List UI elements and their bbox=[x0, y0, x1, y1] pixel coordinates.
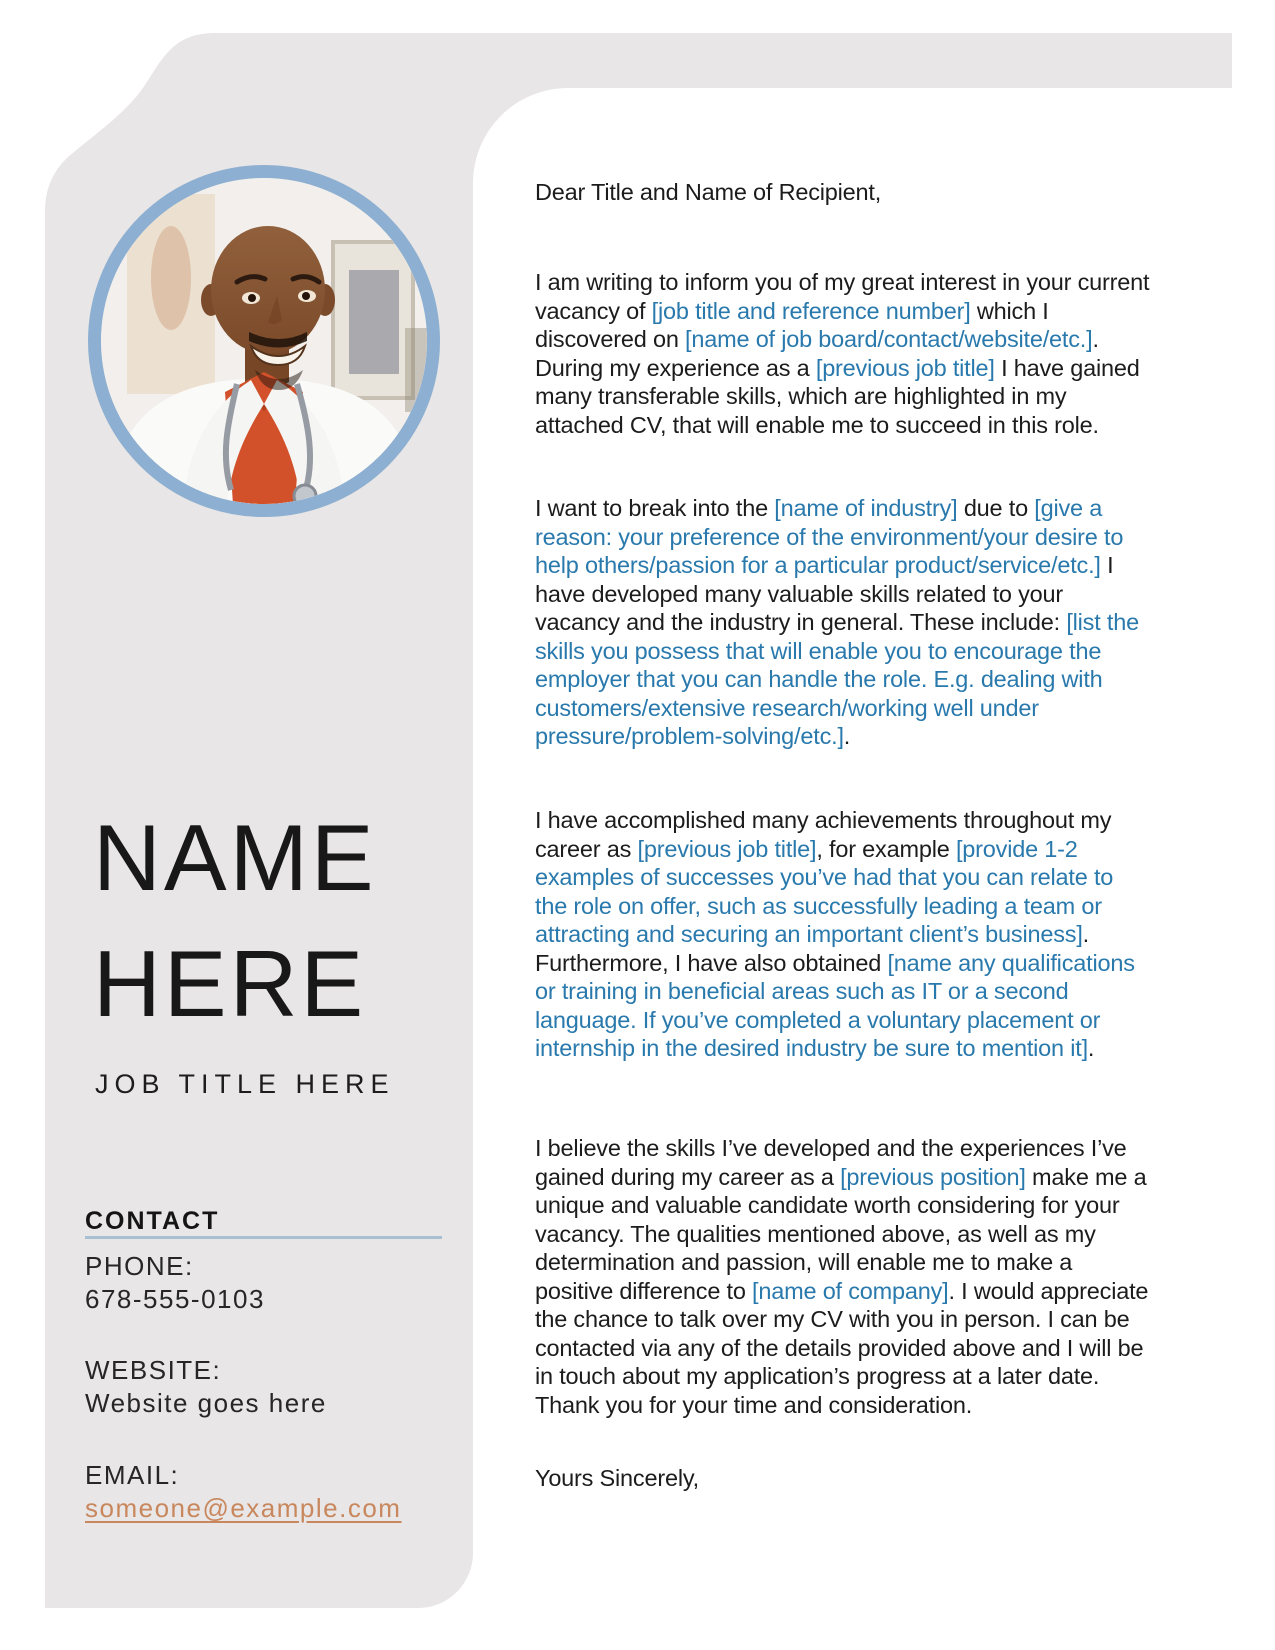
contact-entry-email bbox=[85, 1459, 401, 1525]
letter-closing: Yours Sincerely, bbox=[535, 1465, 699, 1491]
letter-text: . During my experience as a bbox=[535, 326, 1099, 381]
placeholder-text: [name of job board/contact/website/etc.] bbox=[685, 326, 1093, 352]
candidate-name bbox=[93, 795, 377, 1047]
letter-text: which I discovered on bbox=[535, 297, 1049, 352]
phone-value: 678-555-0103 bbox=[85, 1284, 265, 1314]
placeholder-text: [previous position] bbox=[840, 1163, 1026, 1190]
placeholder-text: [previous job title] bbox=[815, 354, 995, 381]
placeholder-text: [provide 1-2 examples of successes you’ve had that you can relate to the role on offer, such as successfully leading a team or attracting and securing an important client’s business] bbox=[535, 835, 1114, 947]
email-link[interactable]: someone@example.com bbox=[85, 1493, 402, 1523]
letter-text: . Furthermore, I have also obtained bbox=[535, 921, 1089, 976]
contact-divider bbox=[85, 1236, 442, 1239]
placeholder-text: [give a reason: your preference of the environment/your desire to help others/passion for a particular product/service/etc.] bbox=[535, 495, 1124, 578]
doctor-portrait-illustration bbox=[101, 178, 427, 504]
placeholder-text: [job title and reference number] bbox=[651, 297, 971, 324]
placeholder-text: [name of industry] bbox=[774, 495, 958, 521]
email-label: EMAIL: bbox=[85, 1460, 180, 1490]
contact-entry-phone bbox=[85, 1250, 265, 1316]
letter-paragraph bbox=[535, 1134, 1151, 1419]
job-title: JOB TITLE HERE bbox=[95, 1069, 395, 1099]
candidate-name-line2: HERE bbox=[93, 931, 367, 1036]
contact-heading: CONTACT bbox=[85, 1207, 220, 1235]
letter-text: due to bbox=[957, 495, 1035, 521]
letter-text: . I would appreciate the chance to talk over my CV with you in person. I can be contacted via any of the details provided above and I will be in touch about my application’s progress at a later date. Thank you for your time and consideration. bbox=[535, 1277, 1149, 1418]
letter-text: I am writing to inform you of my great interest in your current vacancy of bbox=[535, 269, 1150, 324]
letter-body bbox=[535, 0, 1151, 1650]
contact-entry-website bbox=[85, 1354, 327, 1420]
letter-text: make me a unique and valuable candidate worth considering for your vacancy. The qualities mentioned above, as well as my determination and passion, will enable me to make a positive difference to bbox=[535, 1163, 1147, 1304]
letter-paragraph bbox=[535, 268, 1151, 439]
letter-salutation: Dear Title and Name of Recipient, bbox=[535, 179, 882, 205]
letter-text: I have accomplished many achievements throughout my career as bbox=[535, 807, 1112, 862]
letter-text: , for example bbox=[816, 835, 956, 862]
letter-paragraph bbox=[535, 494, 1151, 751]
website-value: Website goes here bbox=[85, 1388, 327, 1418]
letter-paragraph bbox=[535, 806, 1151, 1063]
candidate-name-line1: NAME bbox=[93, 805, 377, 910]
phone-label: PHONE: bbox=[85, 1251, 194, 1281]
letter-text: I believe the skills I’ve developed and the experiences I’ve gained during my career as a bbox=[535, 1135, 1127, 1190]
letter-text: I have gained many transferable skills, which are highlighted in my attached CV, that will enable me to succeed in this role. bbox=[535, 354, 1140, 438]
placeholder-text: [name of company] bbox=[752, 1277, 949, 1304]
placeholder-text: [previous job title] bbox=[637, 835, 817, 862]
website-label: WEBSITE: bbox=[85, 1355, 222, 1385]
letter-text: I want to break into the bbox=[535, 495, 775, 521]
letter-text: . bbox=[843, 723, 851, 749]
profile-photo bbox=[88, 165, 440, 517]
letter-text: I have developed many valuable skills related to your vacancy and the industry in general. These include: bbox=[535, 552, 1114, 635]
letter-text: . bbox=[1087, 1035, 1095, 1061]
placeholder-text: [name any qualifications or training in beneficial areas such as IT or a second language. If you’ve completed a voluntary placement or internship in the desired industry be sure to mention it] bbox=[535, 949, 1135, 1061]
placeholder-text: [list the skills you possess that will enable you to encourage the employer that you can handle the role. E.g. dealing with customers/extensive research/working well under pressure/problem-solving/etc.] bbox=[535, 609, 1139, 749]
